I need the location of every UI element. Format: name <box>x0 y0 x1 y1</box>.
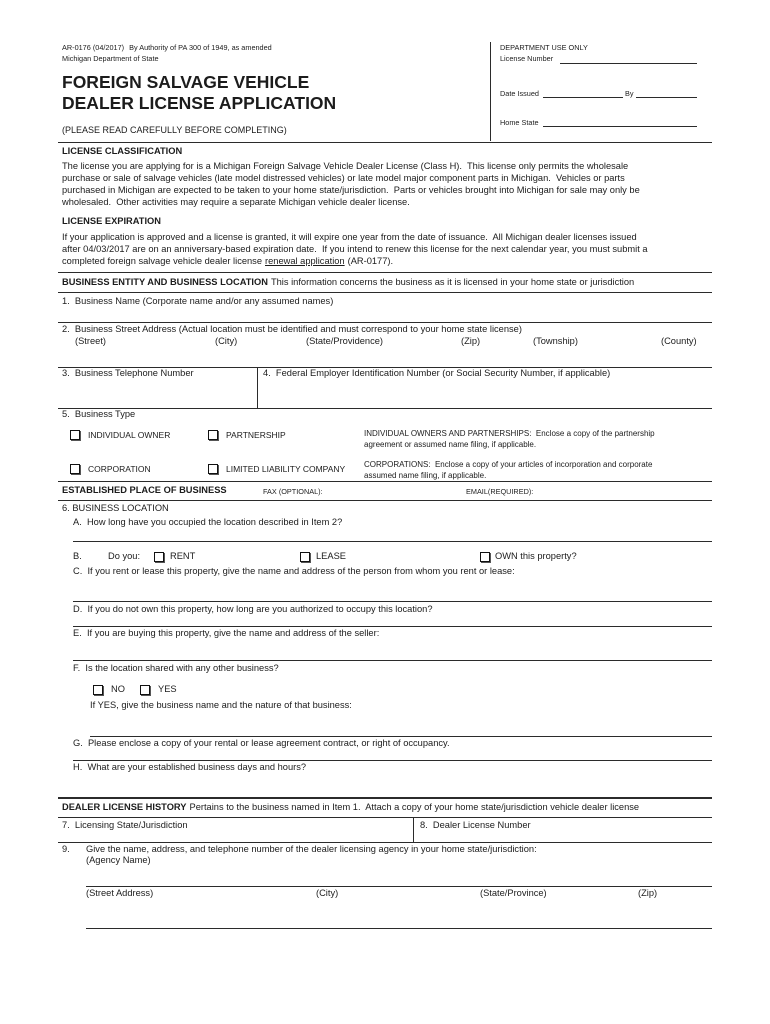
agency-zip-input[interactable] <box>636 900 710 926</box>
lease-label: LEASE <box>316 551 346 561</box>
business-type-label: 5. Business Type <box>62 409 136 419</box>
email-input[interactable] <box>540 485 710 497</box>
city-sublabel: (City) <box>215 336 238 346</box>
answer-line <box>73 760 712 761</box>
field-column-divider <box>413 817 414 842</box>
form-number: AR-0176 (04/2017) <box>62 43 125 52</box>
answer-line <box>86 886 712 887</box>
agency-name-input[interactable] <box>86 867 710 884</box>
corporation-label: CORPORATION <box>88 464 151 474</box>
expiration-line-3-text: completed foreign salvage vehicle dealer license <box>62 256 263 266</box>
home-state-label: Home State <box>500 118 539 127</box>
home-state-input[interactable] <box>543 115 697 125</box>
question-b-prompt: Do you: <box>108 551 141 561</box>
question-a: A. How long have you occupied the location described in Item 2? <box>73 517 343 527</box>
classification-line-1: The license you are applying for is a Michigan Foreign Salvage Vehicle Dealer License (Class H). This license only permits the wholesale <box>62 161 629 171</box>
field-divider <box>58 842 712 843</box>
question-d: D. If you do not own this property, how long are you authorized to occupy this location? <box>73 604 433 614</box>
dealer-license-number-input[interactable] <box>420 831 710 841</box>
agency-city-sublabel: (City) <box>316 888 339 898</box>
lease-checkbox[interactable] <box>300 552 310 562</box>
agency-street-sublabel: (Street Address) <box>86 888 154 898</box>
answer-line <box>73 541 712 542</box>
field-divider <box>58 408 712 409</box>
question-g: G. Please enclose a copy of your rental or lease agreement contract, or right of occupancy. <box>73 738 450 748</box>
field-column-divider <box>257 367 258 408</box>
business-entity-header <box>62 277 634 288</box>
agency-name-sublabel: (Agency Name) <box>86 855 151 865</box>
business-entity-description: This information concerns the business as it is licensed in your home state or jurisdiction <box>270 277 635 287</box>
issued-by-line <box>636 97 697 98</box>
license-classification-heading: LICENSE CLASSIFICATION <box>62 146 183 156</box>
question-a-input[interactable] <box>73 529 710 540</box>
agency-state-sublabel: (State/Province) <box>480 888 547 898</box>
fax-label: FAX (OPTIONAL): <box>263 487 323 496</box>
county-input[interactable] <box>657 348 710 365</box>
license-number-input[interactable] <box>560 52 697 62</box>
expiration-line-2: after 04/03/2017 are on an anniversary-based expiration date. If you intend to renew this license for the next calendar year, you must submit a <box>62 244 648 254</box>
date-issued-line <box>543 97 623 98</box>
licensing-agency-label: Give the name, address, and telephone number of the dealer licensing agency in your home state/jurisdiction: <box>86 844 537 854</box>
instruction-text: (PLEASE READ CAREFULLY BEFORE COMPLETING) <box>62 125 287 135</box>
township-sublabel: (Township) <box>533 336 578 346</box>
section-divider <box>58 272 712 273</box>
date-issued-label: Date Issued <box>500 89 539 98</box>
shared-business-input[interactable] <box>90 713 710 734</box>
item-9-number: 9. <box>62 844 70 854</box>
own-checkbox[interactable] <box>480 552 490 562</box>
corporation-note-line-1: CORPORATIONS: Enclose a copy of your articles of incorporation and corporate <box>364 460 653 469</box>
state-sublabel: (State/Providence) <box>306 336 383 346</box>
classification-line-2: purchase or sale of salvage vehicles (late model distressed vehicles) or late model major component parts in Michigan. Vehicles or parts <box>62 173 625 183</box>
field-divider <box>58 817 712 818</box>
department-name: Michigan Department of State <box>62 54 159 63</box>
home-state-line <box>543 126 697 127</box>
street-input[interactable] <box>62 348 208 365</box>
classification-line-4: wholesaled. Other activities may require a separate Michigan vehicle dealer license. <box>62 197 410 207</box>
agency-city-input[interactable] <box>314 900 476 926</box>
shared-no-label: NO <box>111 684 125 694</box>
individual-owner-checkbox[interactable] <box>70 430 80 440</box>
shared-no-checkbox[interactable] <box>93 685 103 695</box>
form-number-line <box>62 43 272 52</box>
individual-owner-label: INDIVIDUAL OWNER <box>88 430 171 440</box>
answer-line <box>73 626 712 627</box>
field-divider <box>58 500 712 501</box>
fax-input[interactable] <box>330 485 460 497</box>
dealer-history-header <box>62 802 639 813</box>
fein-input[interactable] <box>263 384 710 404</box>
telephone-label: 3. Business Telephone Number <box>62 368 194 378</box>
expiration-line-3 <box>62 256 393 267</box>
answer-line <box>73 660 712 661</box>
partnership-note-line-2: agreement or assumed name filing, if applicable. <box>364 440 537 449</box>
llc-label: LIMITED LIABILITY COMPANY <box>226 464 346 474</box>
business-name-input[interactable] <box>62 308 710 321</box>
agency-street-input[interactable] <box>86 900 312 926</box>
partnership-note-line-1: INDIVIDUAL OWNERS AND PARTNERSHIPS: Enclose a copy of the partnership <box>364 429 655 438</box>
question-c: C. If you rent or lease this property, give the name and address of the person from whom you rent or lease: <box>73 566 515 576</box>
email-label: EMAIL(REQUIRED): <box>466 487 534 496</box>
question-h: H. What are your established business days and hours? <box>73 762 307 772</box>
telephone-input[interactable] <box>62 384 254 404</box>
form-title-line-2: DEALER LICENSE APPLICATION <box>62 93 337 113</box>
expiration-line-1: If your application is approved and a license is granted, it will expire one year from the date of issuance. All Michigan dealer licenses issued <box>62 232 637 242</box>
question-f-followup: If YES, give the business name and the nature of that business: <box>90 700 352 710</box>
business-entity-heading: BUSINESS ENTITY AND BUSINESS LOCATION <box>62 277 268 287</box>
agency-state-input[interactable] <box>478 900 634 926</box>
section-divider <box>58 481 712 482</box>
license-number-line <box>560 63 697 64</box>
question-c-input[interactable] <box>73 579 710 600</box>
partnership-checkbox[interactable] <box>208 430 218 440</box>
rent-label: RENT <box>170 551 196 561</box>
state-input[interactable] <box>302 348 455 365</box>
established-place-heading: ESTABLISHED PLACE OF BUSINESS <box>62 485 227 495</box>
form-title-line-1: FOREIGN SALVAGE VEHICLE <box>62 72 310 92</box>
business-name-label: 1. Business Name (Corporate name and/or any assumed names) <box>62 296 334 306</box>
answer-line <box>73 601 712 602</box>
agency-zip-sublabel: (Zip) <box>638 888 658 898</box>
answer-line <box>86 928 712 929</box>
header-divider <box>490 42 491 141</box>
field-divider <box>58 292 712 293</box>
rent-checkbox[interactable] <box>154 552 164 562</box>
answer-line <box>90 736 712 737</box>
department-use-heading: DEPARTMENT USE ONLY <box>500 43 588 52</box>
corporation-checkbox[interactable] <box>70 464 80 474</box>
renewal-application-link[interactable]: renewal application <box>265 256 345 266</box>
own-label: OWN this property? <box>495 551 577 561</box>
question-e-input[interactable] <box>73 640 710 659</box>
license-number-label: License Number <box>500 54 554 63</box>
township-input[interactable] <box>529 348 655 365</box>
licensing-state-label: 7. Licensing State/Jurisdiction <box>62 820 188 830</box>
renewal-form-number: (AR-0177). <box>347 256 394 266</box>
licensing-state-input[interactable] <box>62 831 410 841</box>
zip-input[interactable] <box>457 348 527 365</box>
section-divider <box>58 142 712 143</box>
question-h-input[interactable] <box>73 775 710 795</box>
shared-yes-checkbox[interactable] <box>140 685 150 695</box>
question-f: F. Is the location shared with any other business? <box>73 663 279 673</box>
shared-yes-label: YES <box>158 684 177 694</box>
date-issued-input[interactable] <box>543 86 623 96</box>
authority-text: By Authority of PA 300 of 1949, as amended <box>129 43 272 52</box>
question-d-input[interactable] <box>73 615 710 625</box>
business-location-heading: 6. BUSINESS LOCATION <box>62 503 169 513</box>
zip-sublabel: (Zip) <box>461 336 481 346</box>
field-divider <box>58 322 712 323</box>
classification-line-3: purchased in Michigan are expected to be taken to your home state/jurisdiction. Parts or vehicles brought into Michigan for sale may only be <box>62 185 640 195</box>
llc-checkbox[interactable] <box>208 464 218 474</box>
question-e: E. If you are buying this property, give the name and address of the seller: <box>73 628 380 638</box>
street-sublabel: (Street) <box>75 336 106 346</box>
partnership-label: PARTNERSHIP <box>226 430 286 440</box>
section-divider <box>58 797 712 799</box>
county-sublabel: (County) <box>661 336 697 346</box>
dealer-history-description: Pertains to the business named in Item 1. Attach a copy of your home state/jurisdiction vehicle dealer license <box>189 802 640 812</box>
fein-label: 4. Federal Employer Identification Number (or Social Security Number, if applicable) <box>263 368 611 378</box>
dealer-license-number-label: 8. Dealer License Number <box>420 820 531 830</box>
issued-by-label: By <box>625 89 634 98</box>
issued-by-input[interactable] <box>636 86 697 96</box>
question-b-letter: B. <box>73 551 82 561</box>
city-input[interactable] <box>210 348 300 365</box>
dealer-history-heading: DEALER LICENSE HISTORY <box>62 802 187 812</box>
license-expiration-heading: LICENSE EXPIRATION <box>62 216 162 226</box>
business-address-label: 2. Business Street Address (Actual location must be identified and must correspond to your home state license) <box>62 324 522 334</box>
corporation-note-line-2: assumed name filing, if applicable. <box>364 471 487 480</box>
